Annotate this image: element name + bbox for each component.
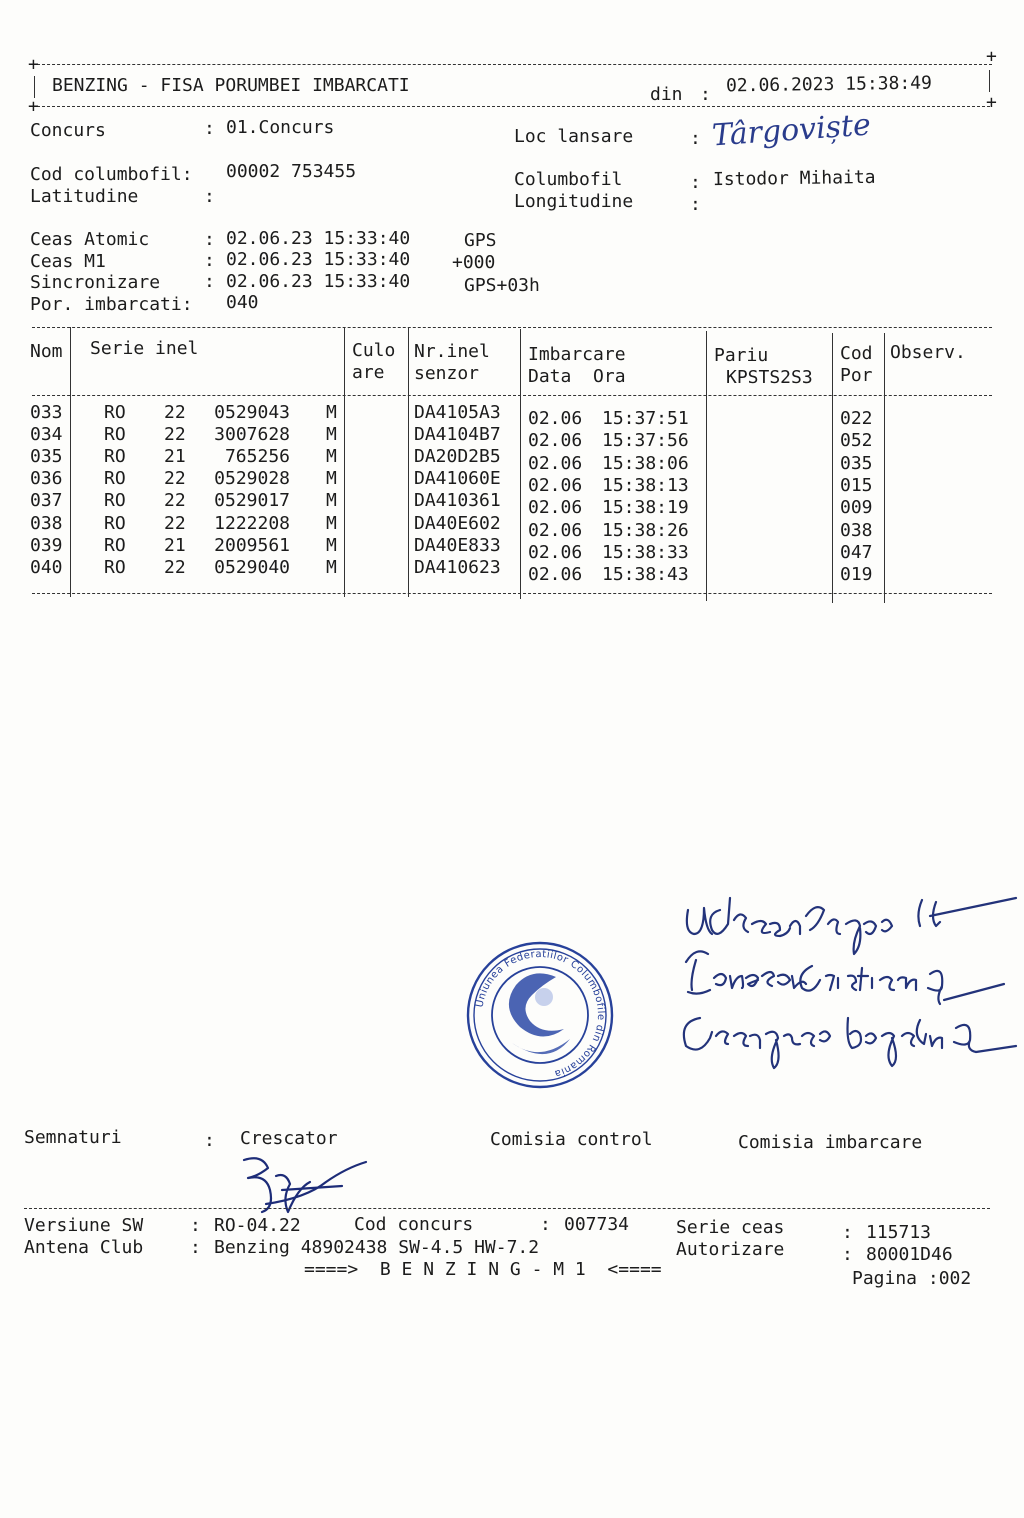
- antena-club-value: Benzing 48902438 SW-4.5 HW-7.2: [214, 1237, 540, 1258]
- header-pariu-2: KPSTS2S3: [726, 367, 813, 388]
- cell-country: RO: [104, 534, 126, 556]
- cell-time: 15:38:13: [602, 475, 689, 497]
- columbofil-colon: :: [690, 172, 701, 193]
- loc-lansare-colon: :: [690, 128, 701, 149]
- date-value: 02.06.2023 15:38:49: [725, 72, 933, 97]
- header-cod-1: Cod: [840, 343, 873, 364]
- cell-nom: 040: [30, 556, 63, 578]
- page-number: Pagina :002: [852, 1268, 972, 1289]
- header-cod-2: Por: [840, 365, 873, 386]
- cell-cod: 035: [840, 452, 873, 474]
- cell-date: 02.06: [528, 452, 583, 474]
- autorizare-value: 80001D46: [866, 1244, 953, 1265]
- svg-text:Uniunea Federatiilor Columbofi: Uniunea Federatiilor Columbofile din Romania: [474, 948, 607, 1080]
- cell-cod: 047: [840, 542, 873, 564]
- cod-concurs-label: Cod concurs: [354, 1214, 474, 1235]
- autorizare-label: Autorizare: [676, 1239, 785, 1260]
- serie-ceas-value: 115713: [866, 1222, 932, 1243]
- top-plus-left: +: [28, 54, 39, 75]
- cell-year: 22: [164, 402, 186, 423]
- cell-sex: M: [326, 402, 337, 423]
- table-bottom-rule: [32, 593, 992, 594]
- cell-ring: 765256: [224, 446, 290, 468]
- cell-year: 22: [164, 424, 186, 446]
- cell-country: RO: [104, 556, 126, 578]
- sincronizare-label: Sincronizare: [30, 272, 161, 293]
- ceas-m1-value: 02.06.23 15:33:40: [226, 249, 411, 270]
- ceas-atomic-source: GPS: [464, 230, 497, 251]
- top-plus-right: +: [986, 46, 997, 67]
- cell-sensor: DA4104B7: [414, 424, 501, 446]
- cell-country: RO: [104, 446, 126, 468]
- header-right-bar: [989, 70, 990, 92]
- crescator-label: Crescator: [240, 1128, 338, 1149]
- cell-year: 22: [164, 468, 186, 490]
- cell-nom: 033: [30, 402, 63, 423]
- loc-lansare-label: Loc lansare: [514, 126, 634, 147]
- cell-sex: M: [326, 534, 337, 556]
- header-bottom-rule: [32, 106, 990, 107]
- cod-concurs-colon: :: [540, 1214, 551, 1235]
- header-nom: Nom: [30, 341, 63, 362]
- ceas-m1-label: Ceas M1: [30, 251, 106, 272]
- concurs-label: Concurs: [30, 120, 106, 141]
- ceas-atomic-value: 02.06.23 15:33:40: [226, 228, 411, 249]
- cell-cod: 038: [840, 519, 873, 541]
- cell-country: RO: [104, 424, 126, 446]
- col-divider-nr: [520, 329, 521, 599]
- cell-date: 02.06: [528, 475, 583, 497]
- comisia-control-label: Comisia control: [490, 1129, 653, 1150]
- loc-lansare-value: Târgoviște: [710, 107, 872, 154]
- sincronizare-colon: :: [204, 271, 215, 292]
- header-serie-inel: Serie inel: [90, 338, 199, 359]
- cell-sex: M: [326, 446, 337, 468]
- cell-date: 02.06: [528, 408, 583, 429]
- cell-cod: 022: [840, 408, 873, 429]
- col-divider-nom: [70, 327, 71, 597]
- serie-ceas-label: Serie ceas: [676, 1217, 785, 1238]
- header-nr-inel-2: senzor: [414, 363, 480, 384]
- header-bottom-plus-left: +: [28, 96, 39, 117]
- antena-club-label: Antena Club: [24, 1237, 144, 1258]
- cell-nom: 034: [30, 424, 63, 446]
- col-divider-imb: [706, 331, 707, 601]
- serie-ceas-colon: :: [842, 1222, 853, 1243]
- cod-columbofil-value: 00002 753455: [226, 161, 357, 182]
- cell-date: 02.06: [528, 430, 583, 452]
- top-rule: [32, 64, 992, 65]
- cell-sensor: DA40E833: [414, 534, 501, 556]
- col-divider-pariu: [832, 333, 833, 603]
- header-bottom-plus-right: +: [986, 92, 997, 113]
- federation-stamp: [460, 935, 620, 1095]
- sincronizare-value: 02.06.23 15:33:40: [226, 271, 411, 292]
- cell-ring: 0529043: [214, 402, 290, 423]
- cell-year: 21: [164, 446, 186, 468]
- header-culoare-2: are: [352, 362, 385, 383]
- autorizare-colon: :: [842, 1244, 853, 1265]
- cell-time: 15:38:26: [602, 519, 689, 541]
- ceas-m1-colon: :: [204, 250, 215, 271]
- cell-ring: 0529028: [214, 468, 290, 490]
- cell-time: 15:38:06: [602, 452, 689, 474]
- sincronizare-offset: GPS+03h: [464, 275, 540, 296]
- header-observatii: Observ.: [890, 342, 966, 363]
- cod-concurs-value: 007734: [564, 1214, 630, 1235]
- document-title: BENZING - FISA PORUMBEI IMBARCATI: [52, 75, 410, 96]
- cell-nom: 039: [30, 534, 63, 556]
- cell-sex: M: [326, 512, 337, 534]
- cell-country: RO: [104, 512, 126, 534]
- cell-time: 15:37:51: [602, 408, 689, 429]
- cell-nom: 036: [30, 468, 63, 490]
- cell-country: RO: [104, 468, 126, 490]
- antena-club-colon: :: [190, 1237, 201, 1258]
- cell-time: 15:38:43: [602, 564, 689, 586]
- cell-time: 15:37:56: [602, 430, 689, 452]
- cell-sex: M: [326, 424, 337, 446]
- latitudine-colon: :: [204, 186, 215, 207]
- table-top-rule: [32, 327, 992, 328]
- concurs-colon: :: [204, 118, 215, 139]
- latitudine-label: Latitudine: [30, 186, 139, 207]
- benzing-banner: ====> B E N Z I N G - M 1 <====: [304, 1259, 662, 1280]
- concurs-value: 01.Concurs: [226, 117, 335, 138]
- cell-date: 02.06: [528, 564, 583, 586]
- date-colon: :: [700, 84, 711, 105]
- columbofil-label: Columbofil: [514, 169, 623, 190]
- crescator-signature: [236, 1150, 386, 1220]
- longitudine-label: Longitudine: [514, 191, 634, 212]
- header-culoare-1: Culo: [352, 340, 396, 361]
- longitudine-colon: :: [690, 194, 701, 215]
- versiune-sw-label: Versiune SW: [24, 1215, 144, 1236]
- header-nr-inel-1: Nr.inel: [414, 341, 490, 362]
- cell-date: 02.06: [528, 497, 583, 519]
- semnaturi-label: Semnaturi: [24, 1127, 122, 1148]
- col-divider-cod: [884, 333, 885, 603]
- header-pariu-1: Pariu: [714, 345, 769, 366]
- cell-year: 22: [164, 512, 186, 534]
- date-label: din: [650, 84, 683, 105]
- versiune-sw-colon: :: [190, 1215, 201, 1236]
- header-left-bar: [34, 76, 35, 98]
- cell-date: 02.06: [528, 519, 583, 541]
- cell-nom: 035: [30, 446, 63, 468]
- ceas-atomic-label: Ceas Atomic: [30, 229, 150, 250]
- columbofil-value: Istodor Mihaita: [712, 166, 876, 191]
- cell-nom: 038: [30, 512, 63, 534]
- cell-ring: 2009561: [214, 534, 290, 556]
- cell-cod: 015: [840, 475, 873, 497]
- cell-ring: 0529040: [214, 556, 290, 578]
- ceas-m1-offset: +000: [452, 252, 496, 273]
- cell-country: RO: [104, 402, 126, 423]
- header-imbarcare-1: Imbarcare: [528, 344, 626, 365]
- cell-sex: M: [326, 490, 337, 512]
- ceas-atomic-colon: :: [204, 229, 215, 250]
- cell-ring: 0529017: [214, 490, 290, 512]
- cell-sensor: DA41060E: [414, 468, 501, 490]
- comisia-imbarcare-label: Comisia imbarcare: [738, 1132, 923, 1153]
- cell-year: 21: [164, 534, 186, 556]
- cell-cod: 019: [840, 564, 873, 586]
- col-divider-serie: [344, 327, 345, 597]
- versiune-sw-value: RO-04.22: [214, 1215, 301, 1236]
- cell-sex: M: [326, 468, 337, 490]
- cell-country: RO: [104, 490, 126, 512]
- semnaturi-colon: :: [204, 1130, 215, 1151]
- cell-nom: 037: [30, 490, 63, 512]
- cell-time: 15:38:19: [602, 497, 689, 519]
- commission-signatures: [660, 880, 1020, 1080]
- cell-sensor: DA4105A3: [414, 402, 501, 423]
- cell-cod: 052: [840, 430, 873, 452]
- por-imbarcati-label: Por. imbarcati:: [30, 294, 193, 315]
- cell-sensor: DA20D2B5: [414, 446, 501, 468]
- cell-ring: 1222208: [214, 512, 290, 534]
- por-imbarcati-value: 040: [226, 292, 259, 313]
- cell-sex: M: [326, 556, 337, 578]
- footer-top-rule: [24, 1208, 990, 1209]
- cell-time: 15:38:33: [602, 542, 689, 564]
- cell-sensor: DA40E602: [414, 512, 501, 534]
- cell-date: 02.06: [528, 542, 583, 564]
- cell-year: 22: [164, 556, 186, 578]
- col-divider-culo: [408, 327, 409, 597]
- cell-sensor: DA410623: [414, 556, 501, 578]
- cod-columbofil-label: Cod columbofil:: [30, 164, 193, 185]
- cell-sensor: DA410361: [414, 490, 501, 512]
- table-header-rule: [32, 395, 992, 396]
- cell-year: 22: [164, 490, 186, 512]
- header-imbarcare-2: Data Ora: [528, 366, 626, 387]
- cell-cod: 009: [840, 497, 873, 519]
- cell-ring: 3007628: [214, 424, 290, 446]
